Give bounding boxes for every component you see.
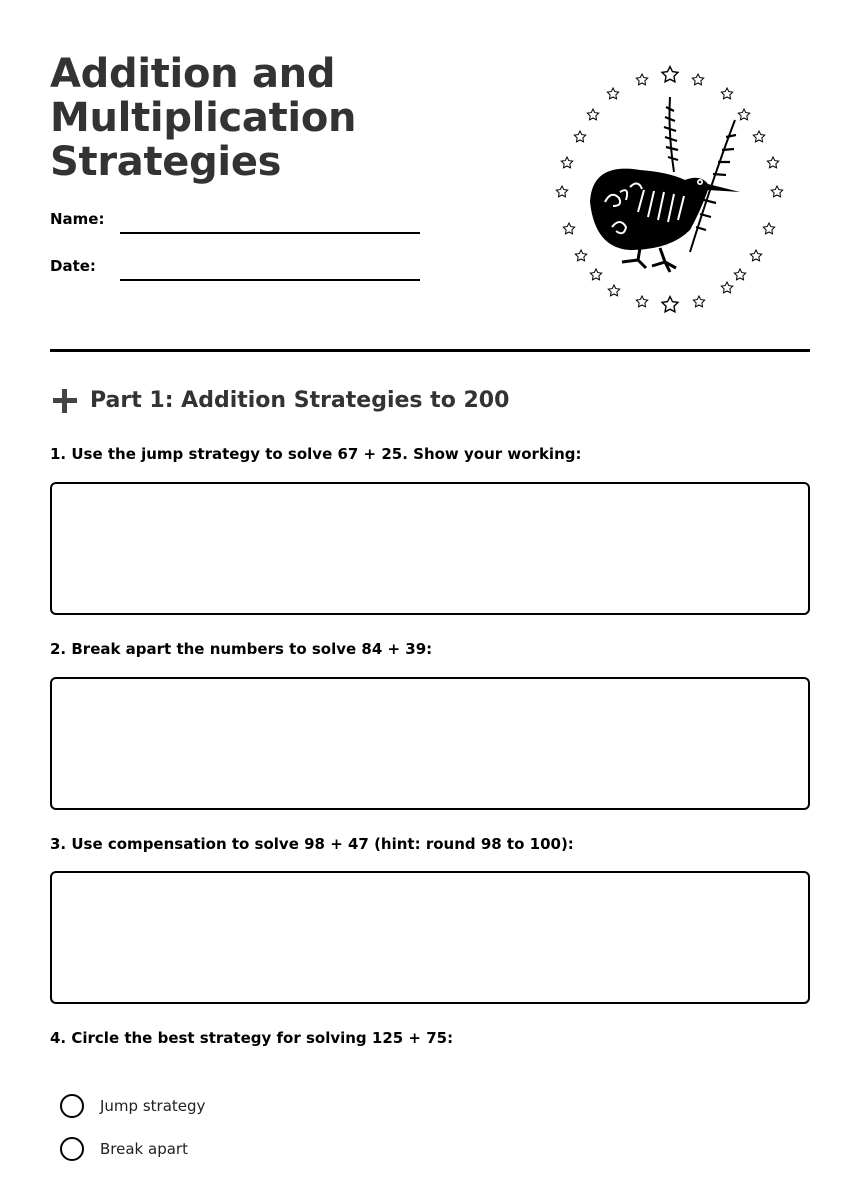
title-line-1: Addition and — [50, 51, 336, 97]
name-line[interactable] — [120, 232, 420, 234]
date-label: Date: — [50, 257, 96, 275]
title-line-3: Strategies — [50, 139, 282, 185]
part1-heading-text: Part 1: Addition Strategies to 200 — [90, 388, 510, 413]
strategy-options — [60, 1092, 205, 1178]
question-4: 4. Circle the best strategy for solving 125 + 75: — [50, 1029, 454, 1047]
plus-icon — [53, 389, 77, 413]
question-1: 1. Use the jump strategy to solve 67 + 25. Show your working: — [50, 445, 582, 463]
option-label: Break apart — [100, 1140, 188, 1158]
question-2: 2. Break apart the numbers to solve 84 + 39: — [50, 640, 433, 658]
option-jump-strategy[interactable] — [60, 1092, 205, 1120]
answer-box-2[interactable] — [50, 677, 810, 810]
worksheet-page — [50, 0, 810, 1158]
option-label: Jump strategy — [100, 1097, 206, 1115]
radio-circle-icon[interactable] — [60, 1137, 84, 1161]
worksheet-header — [50, 0, 810, 352]
date-line[interactable] — [120, 279, 420, 281]
question-3: 3. Use compensation to solve 98 + 47 (hint: round 98 to 100): — [50, 835, 574, 853]
name-label: Name: — [50, 210, 105, 228]
title-line-2: Multiplication — [50, 95, 357, 141]
date-field — [50, 257, 420, 287]
answer-box-1[interactable] — [50, 482, 810, 615]
kiwi-emblem-icon — [550, 62, 790, 318]
option-break-apart[interactable] — [60, 1135, 205, 1163]
answer-box-3[interactable] — [50, 871, 810, 1004]
name-field — [50, 210, 420, 240]
header-divider — [50, 349, 810, 352]
radio-circle-icon[interactable] — [60, 1094, 84, 1118]
worksheet-title — [50, 52, 356, 184]
part1-heading — [50, 388, 509, 413]
